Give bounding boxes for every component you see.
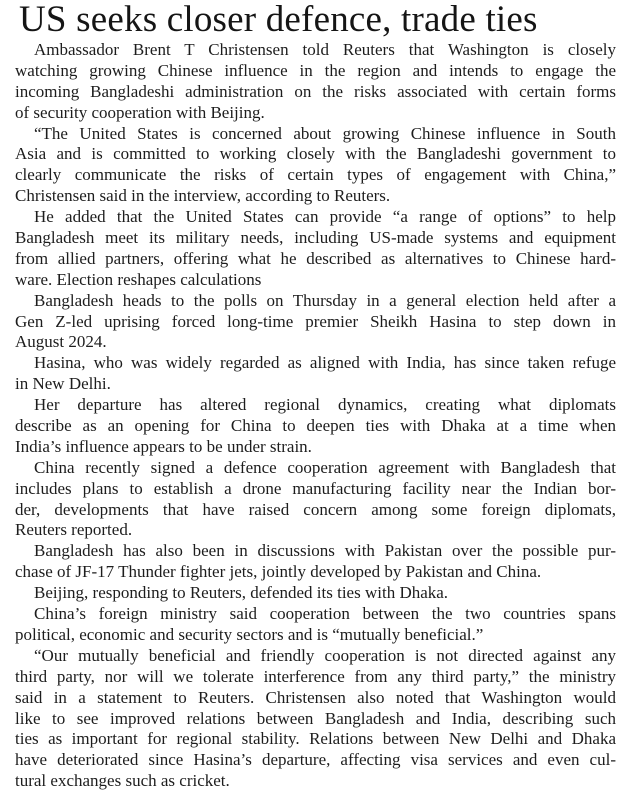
article-line: “The United States is concerned about growing Chinese influence in South [34,123,616,143]
article-line: Asia and is committed to working closely with the Bangladeshi government to [15,144,616,164]
article-line: chase of JF-17 Thunder fighter jets, jointly developed by Pakistan and China. [15,562,542,582]
article-line: said in a statement to Reuters. Christensen also noted that Washington would [15,687,616,707]
article-line: incoming Bangladeshi administration on the risks associated with certain forms [15,81,616,101]
article-line: China’s foreign ministry said cooperation between the two countries spans [34,604,616,624]
article-line: ware. Election reshapes calculations [15,269,262,289]
article-line: third party, nor will we tolerate interference from any third party,” the ministry [15,666,616,686]
article-line: Beijing, responding to Reuters, defended its ties with Dhaka. [34,583,449,603]
article-line: Bangladesh has also been in discussions with Pakistan over the possible pur- [34,541,616,561]
article-line: includes plans to establish a drone manufacturing facility near the Indian bor- [15,478,616,498]
article-line: like to see improved relations between Bangladesh and India, describing such [15,708,616,728]
article-line: Her departure has altered regional dynamics, creating what diplomats [34,395,616,415]
article-line: tural exchanges such as cricket. [15,771,230,791]
article-line: Gen Z-led uprising forced long-time premier Sheikh Hasina to step down in [15,311,616,331]
article-line: Hasina, who was widely regarded as aligned with India, has since taken refuge [34,353,616,373]
article-line: Bangladesh meet its military needs, including US-made systems and equipment [15,228,616,248]
article-line: August 2024. [15,332,107,352]
article-line: Reuters reported. [15,520,133,540]
article-line: Ambassador Brent T Christensen told Reuters that Washington is closely [34,40,616,59]
article-line: describe as an opening for China to deepen ties with Dhaka at a time when [15,416,616,436]
article-line: India’s influence appears to be under strain. [15,436,312,456]
article-line: Christensen said in the interview, according to Reuters. [15,186,391,206]
article-headline: US seeks closer defence, trade ties [19,0,538,40]
article-line: from allied partners, offering what he described as alternatives to Chinese hard- [15,248,616,268]
article-line: “Our mutually beneficial and friendly cooperation is not directed against any [34,645,616,665]
article-line: clearly communicate the risks of certain types of engagement with China,” [15,165,616,185]
article-line: political, economic and security sectors and is “mutually beneficial.” [15,624,484,644]
article-line: have deteriorated since Hasina’s departure, affecting visa services and even cul- [15,750,616,770]
article-line: der, developments that have raised concern among some foreign diplomats, [15,499,616,519]
article-line: China recently signed a defence cooperation agreement with Bangladesh that [34,457,616,477]
article-body [15,40,616,792]
article-line: of security cooperation with Beijing. [15,102,265,122]
article-line: He added that the United States can provide “a range of options” to help [34,207,616,227]
article-line: in New Delhi. [15,374,111,394]
article-line: ties as important for regional stability. Relations between New Delhi and Dhaka [15,729,616,749]
article-line: Bangladesh heads to the polls on Thursday in a general election held after a [34,290,616,310]
article-line: watching growing Chinese influence in the region and intends to engage the [15,60,616,80]
